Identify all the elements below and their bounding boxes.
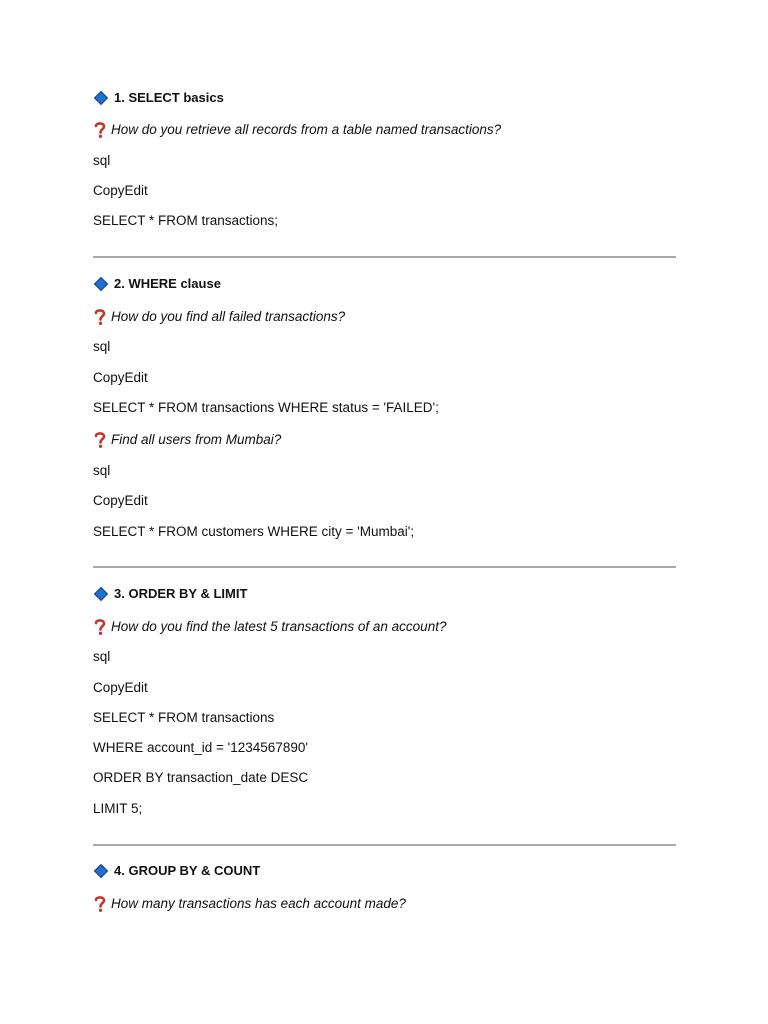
copy-edit-button[interactable]: CopyEdit [93, 183, 148, 198]
section-divider [93, 566, 676, 568]
copy-edit-button[interactable]: CopyEdit [93, 370, 148, 385]
question-text: How do you find all failed transactions? [111, 309, 346, 324]
section-heading-text: 2. WHERE clause [114, 276, 221, 291]
section-divider [93, 256, 676, 258]
code-language-label: sql [93, 649, 111, 664]
question [93, 308, 345, 326]
code-language-label: sql [93, 153, 111, 168]
code-line: SELECT * FROM customers WHERE city = 'Mumbai'; [93, 524, 415, 539]
question-text: How many transactions has each account made? [111, 896, 406, 911]
section-heading-text: 4. GROUP BY & COUNT [114, 863, 261, 878]
code-line: SELECT * FROM transactions; [93, 213, 279, 228]
red-question-mark-icon [93, 895, 107, 913]
code-line: SELECT * FROM transactions [93, 710, 275, 725]
red-question-mark-icon [93, 308, 107, 326]
question [93, 431, 281, 449]
code-line: SELECT * FROM transactions WHERE status = 'FAILED'; [93, 400, 439, 415]
code-line: ORDER BY transaction_date DESC [93, 770, 309, 785]
question-text: Find all users from Mumbai? [111, 432, 282, 447]
question-text: How do you find the latest 5 transactions of an account? [111, 619, 447, 634]
question [93, 895, 406, 913]
code-line: LIMIT 5; [93, 801, 143, 816]
red-question-mark-icon [93, 121, 107, 139]
question [93, 121, 501, 139]
blue-diamond-icon [94, 277, 108, 291]
section-heading-text: 1. SELECT basics [114, 90, 224, 105]
code-language-label: sql [93, 339, 111, 354]
blue-diamond-icon [94, 587, 108, 601]
code-line: WHERE account_id = '1234567890' [93, 740, 308, 755]
blue-diamond-icon [94, 864, 108, 878]
section-divider [93, 844, 676, 846]
copy-edit-button[interactable]: CopyEdit [93, 680, 148, 695]
question-text: How do you retrieve all records from a table named transactions? [111, 122, 502, 137]
section-heading [94, 585, 247, 603]
red-question-mark-icon [93, 431, 107, 449]
red-question-mark-icon [93, 618, 107, 636]
section-heading-text: 3. ORDER BY & LIMIT [114, 586, 248, 601]
copy-edit-button[interactable]: CopyEdit [93, 493, 148, 508]
code-language-label: sql [93, 463, 111, 478]
question [93, 618, 446, 636]
blue-diamond-icon [94, 91, 108, 105]
section-heading [94, 862, 260, 880]
section-heading [94, 275, 221, 293]
section-heading [94, 89, 224, 107]
